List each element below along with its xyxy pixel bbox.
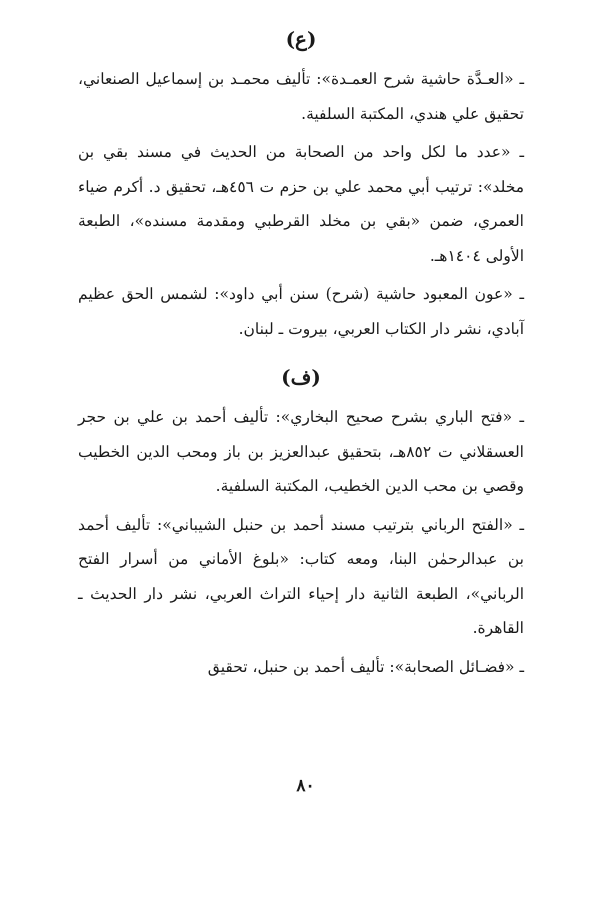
page-number: ٨٠ <box>296 776 315 796</box>
section-heading-ain: (ع) <box>285 27 317 51</box>
section-heading-fa: (ف) <box>281 365 321 389</box>
bibliography-entry-adad-ma-likull-wahid: ـ «عدد ما لكل واحد من الصحابة من الحديث في مسند بقي بن مخلد»: ترتيب أبي محمد علي بن حزم ت ٤٥٦هـ، تحقيق د. أكرم ضياء العمري، ضمن «بقي بن مخلد القرطبي ومقدمة مسنده»، الطبعة الأولى ١٤٠٤هـ. <box>78 143 525 265</box>
bibliography-entry-awn-al-mabud: ـ «عون المعبود حاشية (شرح) سنن أبي داود»: لشمس الحق عظيم آبادي، نشر دار الكتاب العربي، بيروت ـ لبنان. <box>78 285 524 338</box>
bibliography-entry-fath-al-bari: ـ «فتح الباري بشرح صحيح البخاري»: تأليف أحمد بن علي بن حجر العسقلاني ت ٨٥٢هـ، بتحقيق عبدالعزيز بن باز ومحب الدين الخطيب وقصي بن محب الدين الخطيب، المكتبة السلفية. <box>78 408 524 495</box>
bibliography-entry-fadail-al-sahaba: ـ «فضـائل الصحابة»: تأليف أحمد بن حنبل، تحقيق <box>207 657 524 676</box>
bibliography-entry-al-fath-al-rabbani: ـ «الفتح الرباني بترتيب مسند أحمد بن حنبل الشيباني»: تأليف أحمد بن عبدالرحمٰن البنا، ومعه كتاب: «بلوغ الأماني من أسرار الفتح الرباني»، الطبعة الثانية دار إحياء التراث العربي، نشر دار الحديث ـ القاهرة. <box>78 515 524 637</box>
page-body <box>78 22 524 688</box>
bibliography-entry-al-udda: ـ «العـدَّة حاشية شرح العمـدة»: تأليف محمـد بن إسماعيل الصنعاني، تحقيق علي هندي، المكتبة السلفية. <box>78 70 524 123</box>
